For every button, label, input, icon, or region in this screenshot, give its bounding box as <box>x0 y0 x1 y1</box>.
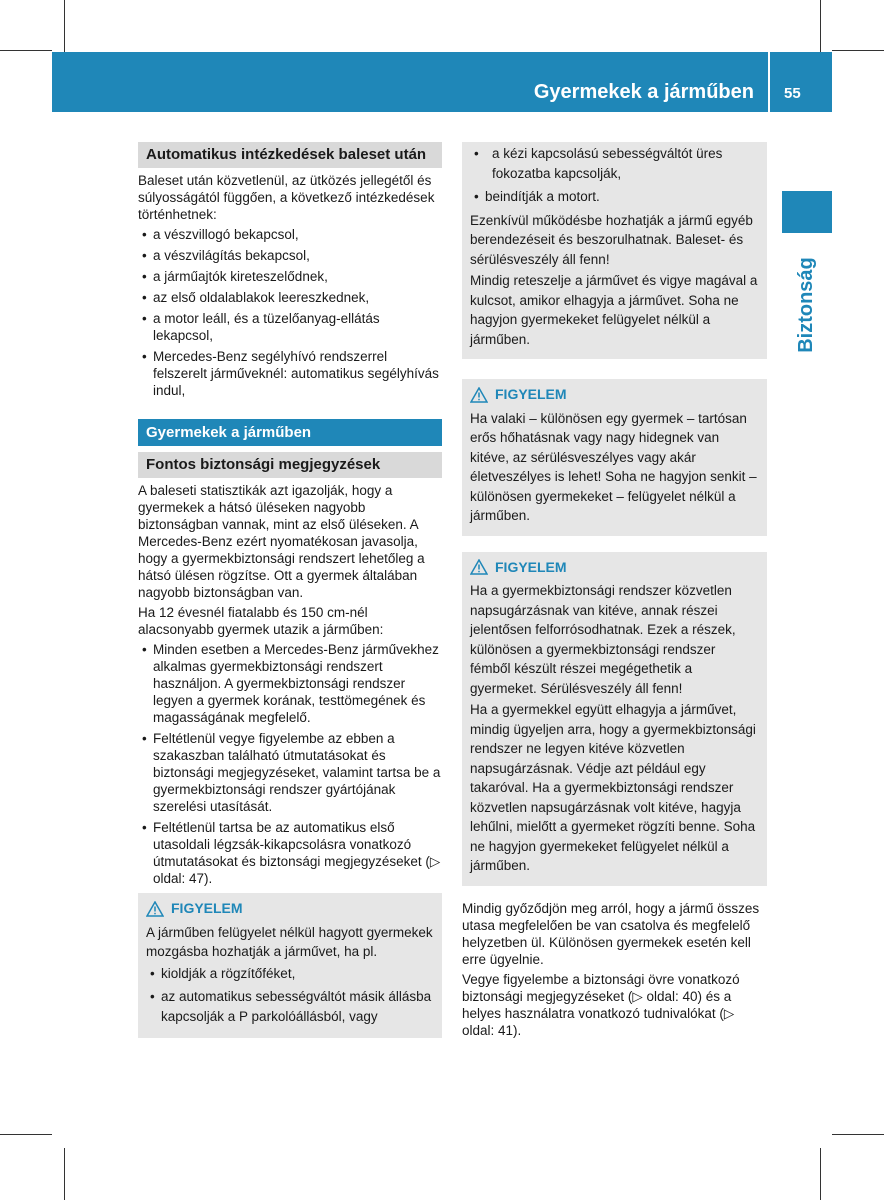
list-item: • a vészvillogó bekapcsol, <box>138 226 442 243</box>
crop-mark <box>832 50 884 51</box>
list-item: • az első oldalablakok leereszkednek, <box>138 289 442 306</box>
list-item: • beindítják a motort. <box>470 187 759 207</box>
warning-text: Ha a gyermekkel együtt elhagyja a járművet, mindig ügyeljen arra, hogy a gyermekbiztonsági rendszer ne legyen kitéve közvetlen napsugárzásnak. Védje azt például egy takaróval. Ha a gyermekbiztonsági rendszer közvetlen napsugárzásnak volt kitéve, hagyja lehűlni, mielőtt a gyermeket rögzíti benne. Soha ne hagyjon gyermekeket felügyelet nélkül a járműben. <box>470 702 756 873</box>
warning-text: Mindig reteszelje a járművet és vigye magával a kulcsot, amikor elhagyja a járművet. Soha ne hagyjon gyermekeket felügyelet nélkül a járműben. <box>470 273 758 347</box>
crop-mark <box>0 1134 52 1135</box>
list-item: • Feltétlenül tartsa be az automatikus első utasoldali légzsák-kikapcsolásra vonatkozó útmutatásokat és biztonsági megjegyzéseket (▷ oldal: 47). <box>138 819 442 887</box>
section-heading: Automatikus intézkedések baleset után <box>138 142 442 168</box>
section-heading: Fontos biztonsági megjegyzések <box>138 452 442 478</box>
paragraph: Mindig győződjön meg arról, hogy a jármű összes utasa megfelelően be van csatolva és megfelelő helyzetben ül. Különösen gyermekek esetén kell erre ügyelnie. <box>462 900 760 967</box>
warning-box <box>462 379 767 536</box>
warning-title <box>470 558 759 578</box>
warning-title <box>146 899 434 919</box>
warning-title-text: FIGYELEM <box>495 558 567 575</box>
crop-mark <box>820 0 821 52</box>
crop-mark <box>64 1148 65 1200</box>
crop-mark <box>832 1134 884 1135</box>
warning-text: Ezenkívül működésbe hozhatják a jármű egyéb berendezéseit és beszorulhatnak. Baleset- és sérülésveszély áll fenn! <box>470 212 753 267</box>
chapter-heading: Gyermekek a járműben <box>138 419 442 446</box>
list-item: • kioldják a rögzítőféket, <box>146 964 434 984</box>
list-item: • az automatikus sebességváltót másik állásba kapcsolják a P parkolóállásból, vagy <box>146 987 434 1026</box>
warning-text: Ha valaki – különösen egy gyermek – tartósan erős hőhatásnak vagy nagy hidegnek van kitéve, az sérülésveszélyes vagy akár életveszélyes is lehet! Soha ne hagyjon senkit – különösen gyermekeket – felügyelet nélkül a járműben. <box>470 410 757 523</box>
bullet-list <box>138 226 442 399</box>
bullet-list <box>146 964 434 1027</box>
crop-mark <box>64 0 65 52</box>
list-item: • a motor leáll, és a tüzelőanyag-ellátás lekapcsol, <box>138 310 442 344</box>
paragraph: Ha 12 évesnél fiatalabb és 150 cm-nél alacsonyabb gyermek utazik a járműben: <box>138 605 384 637</box>
chapter-tab <box>782 191 832 233</box>
list-item: • a vészvilágítás bekapcsol, <box>138 247 442 264</box>
list-item: • Minden esetben a Mercedes-Benz járművekhez alkalmas gyermekbiztonsági rendszert használjon. A gyermekbiztonsági rendszer legyen a gyermek korának, testtömegének és magasságának megfelelő. <box>138 641 442 726</box>
crop-mark <box>820 1148 821 1200</box>
right-column <box>462 142 767 1042</box>
warning-triangle-icon <box>146 901 164 917</box>
list-item: • Feltétlenül vegye figyelembe az ebben a szakaszban található útmutatásokat és biztonsági megjegyzéseket, valamint tartsa be a gyermekbiztonsági rendszer gyártójának szerelési utasítását. <box>138 730 442 815</box>
chapter-label: Biztonság <box>795 257 817 353</box>
page-number-box <box>768 52 832 112</box>
bullet-list <box>470 144 759 207</box>
warning-box-continued <box>462 142 767 359</box>
warning-text: A járműben felügyelet nélkül hagyott gyermekek mozgásba hozhatják a járművet, ha pl. <box>146 924 433 959</box>
warning-box <box>138 893 442 1038</box>
warning-box <box>462 552 767 886</box>
page-number: 55 <box>784 85 801 102</box>
crop-mark <box>0 50 52 51</box>
paragraph: Baleset után közvetlenül, az ütközés jellegétől és súlyosságától függően, a következő intézkedések történhetnek: <box>138 173 435 222</box>
warning-triangle-icon <box>470 387 488 403</box>
warning-title-text: FIGYELEM <box>495 386 567 402</box>
page-title: Gyermekek a járműben <box>533 81 754 103</box>
page-header <box>52 52 768 112</box>
bullet-list <box>138 641 442 887</box>
list-item: • Mercedes-Benz segélyhívó rendszerrel felszerelt járműveknél: automatikus segélyhívás indul, <box>138 348 442 399</box>
paragraph: A baleseti statisztikák azt igazolják, hogy a gyermekek a hátsó üléseken nagyobb biztonságban vannak, mint az első üléseken. A Mercedes-Benz ezért nyomatékosan javasolja, hogy a gyermekbiztonsági rendszert lehetőleg a hátsó ülésen rögzítse. Ott a gyermek általában nagyobb biztonságban van. <box>138 483 425 600</box>
list-item: • a kézi kapcsolású sebességváltót üres fokozatba kapcsolják, <box>470 144 759 183</box>
warning-text: Ha a gyermekbiztonsági rendszer közvetlen napsugárzásnak van kitéve, annak részei jelentősen felforrósodhatnak. Ezek a részek, különösen a gyermekbiztonsági rendszer fémből készült részei megégethetik a gyermeket. Sérülésveszély áll fenn! <box>470 583 736 696</box>
paragraph: Vegye figyelembe a biztonsági övre vonatkozó biztonsági megjegyzéseket (▷ oldal: 40) és a helyes használatra vonatkozó tudnivalókat (▷ oldal: 41). <box>462 971 740 1038</box>
warning-triangle-icon <box>470 559 488 575</box>
warning-title-text: FIGYELEM <box>171 900 243 916</box>
left-column <box>138 142 442 1038</box>
warning-title <box>470 385 759 405</box>
list-item: • a járműajtók kireteszelődnek, <box>138 268 442 285</box>
